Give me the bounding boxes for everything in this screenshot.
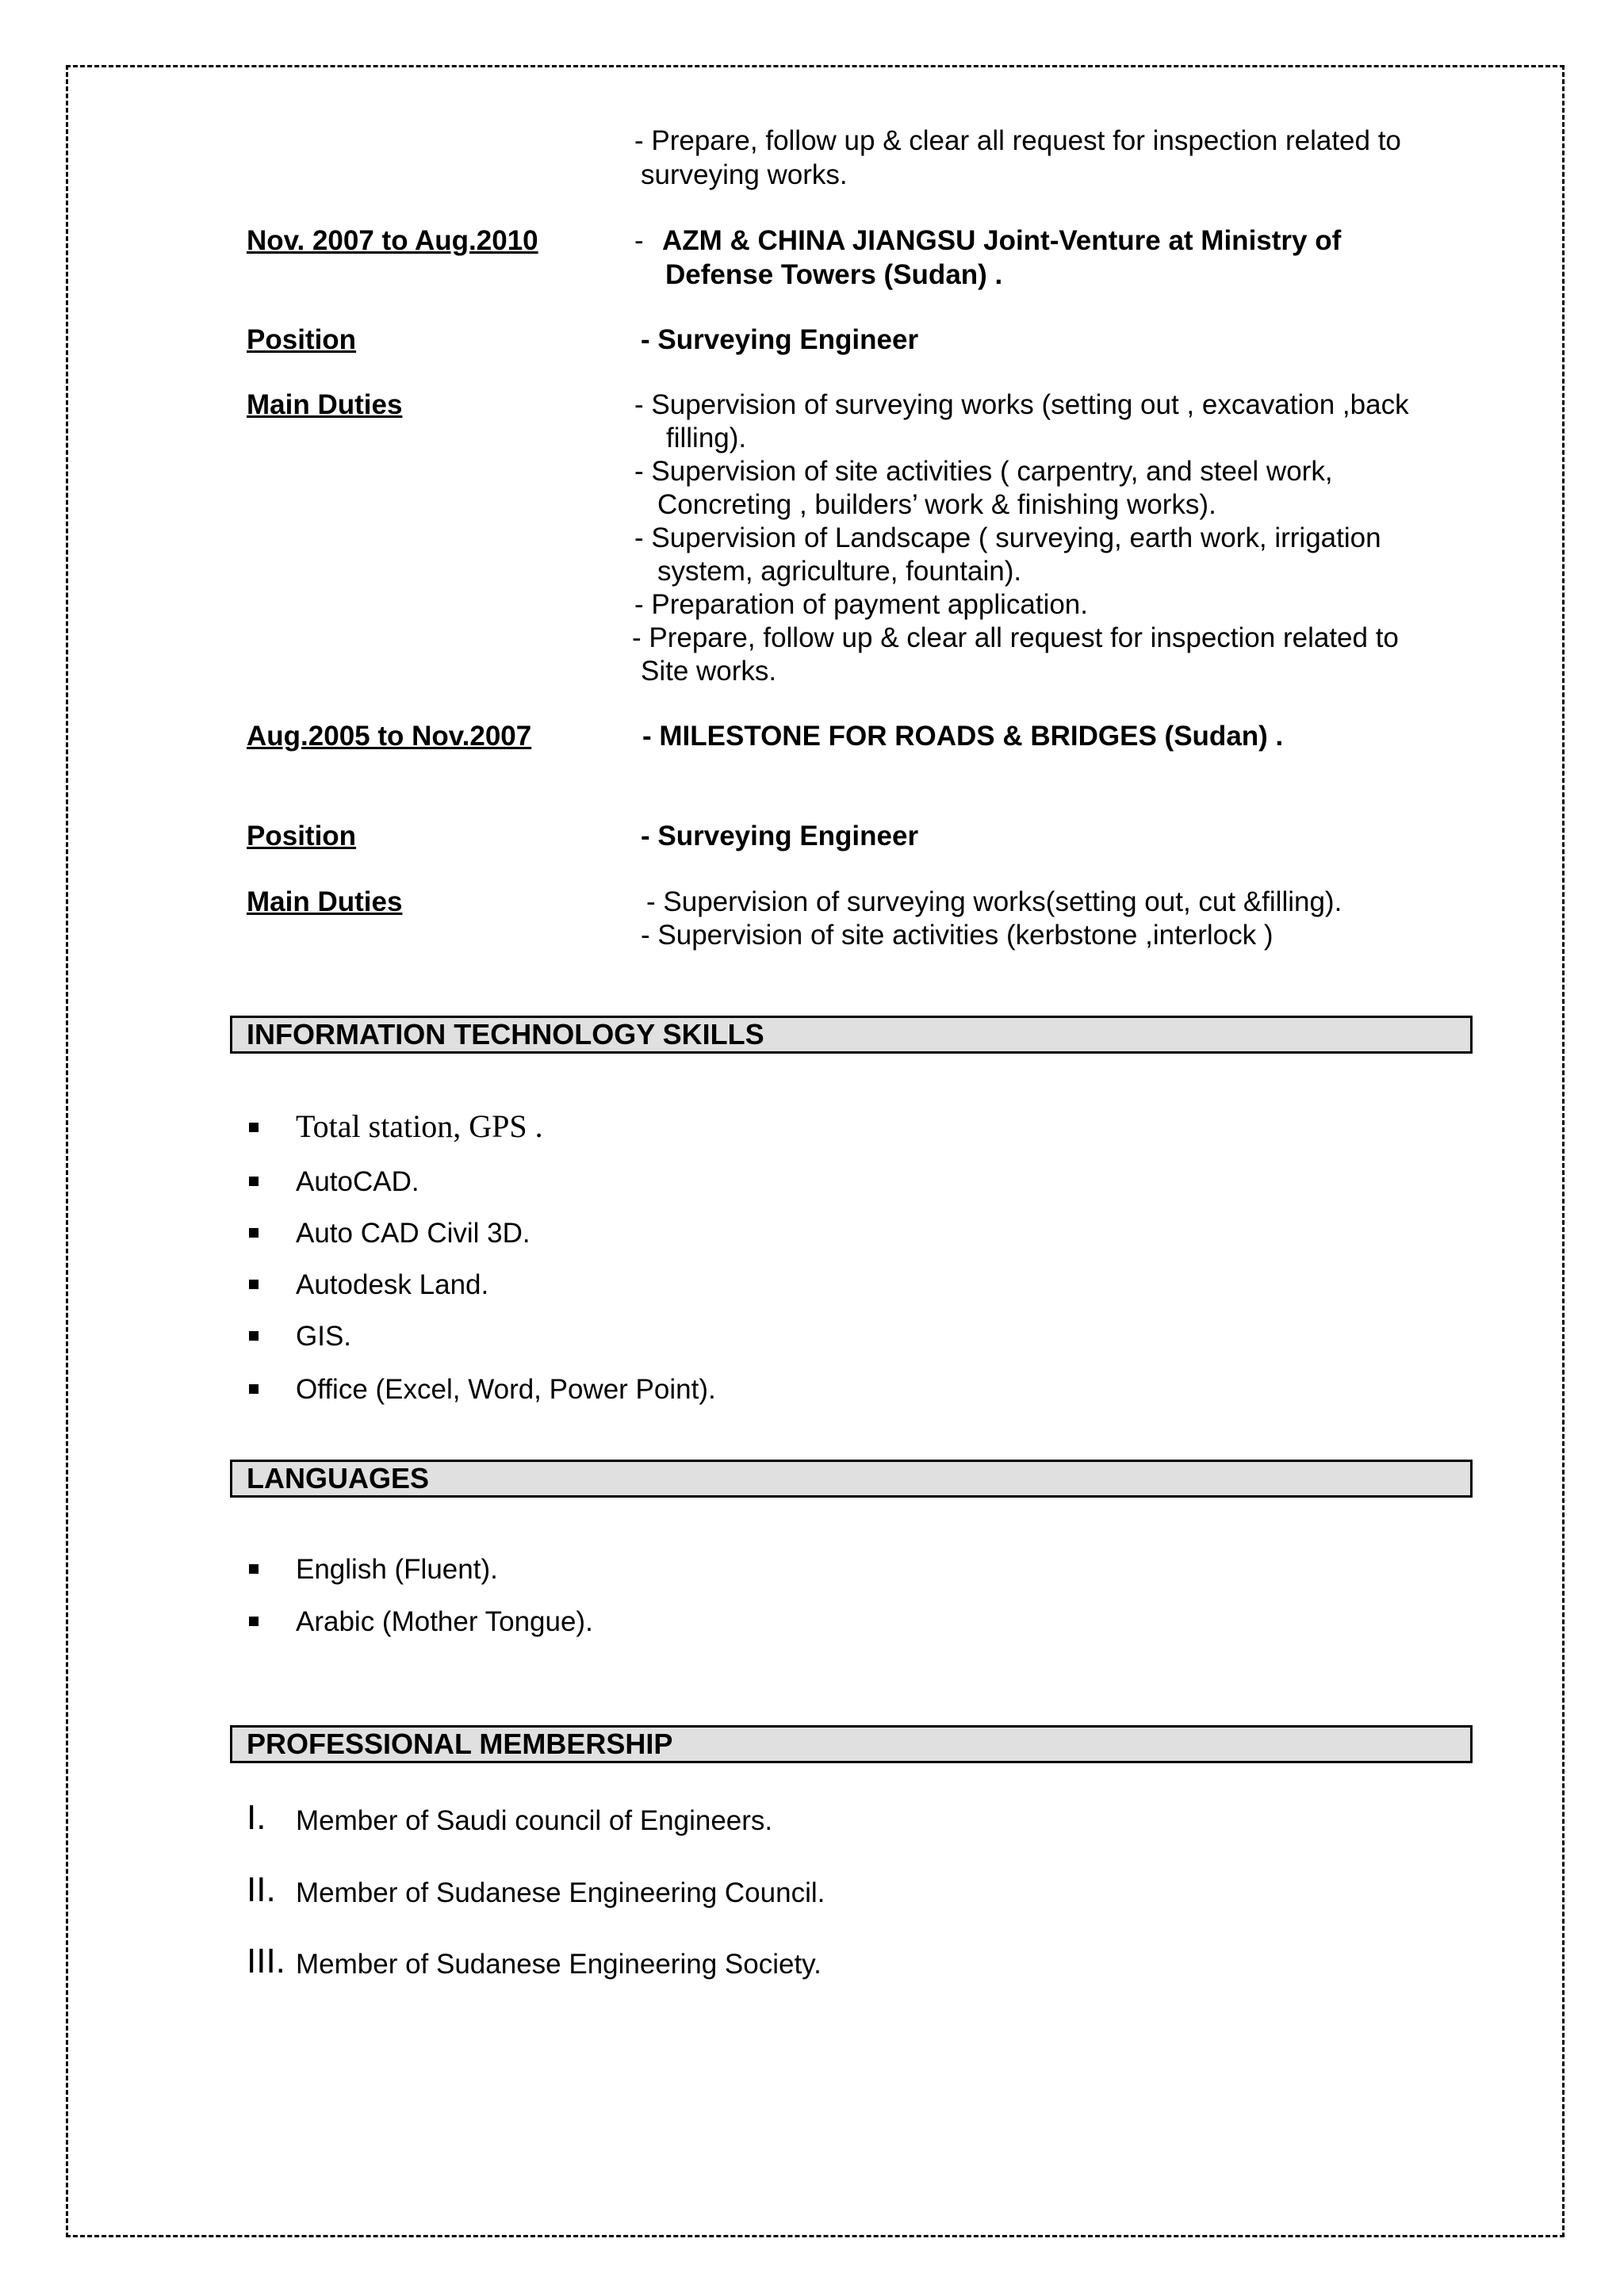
it-skill-item: Auto CAD Civil 3D. bbox=[296, 1218, 530, 1249]
job1-duty-line: Site works. bbox=[641, 656, 777, 687]
job2-duty-line: - Supervision of site activities (kerbstone ,interlock ) bbox=[641, 920, 1274, 951]
job1-position-label: Position bbox=[247, 324, 357, 355]
bullet-icon bbox=[249, 1617, 259, 1626]
intro-line: surveying works. bbox=[641, 159, 848, 190]
job2-position-label: Position bbox=[247, 821, 357, 851]
job2-position-value: - Surveying Engineer bbox=[641, 821, 919, 851]
bullet-icon bbox=[249, 1564, 259, 1574]
intro-line: - Prepare, follow up & clear all request for inspection related to bbox=[634, 125, 1401, 156]
job1-duty-line: - Supervision of site activities ( carpentry, and steel work, bbox=[634, 456, 1333, 487]
bullet-icon bbox=[249, 1384, 259, 1394]
job1-employer: Defense Towers (Sudan) . bbox=[665, 259, 1003, 290]
membership-numeral: III. bbox=[247, 1942, 285, 1980]
it-skill-item: Autodesk Land. bbox=[296, 1269, 489, 1300]
it-skill-item: Total station, GPS . bbox=[296, 1108, 543, 1144]
job2-duties-label: Main Duties bbox=[247, 886, 403, 917]
membership-heading-bar bbox=[230, 1725, 1473, 1763]
bullet-icon bbox=[249, 1123, 259, 1132]
bullet-icon bbox=[249, 1177, 259, 1186]
bullet-icon bbox=[249, 1228, 259, 1238]
job1-duty-line: system, agriculture, fountain). bbox=[657, 556, 1022, 587]
job1-period: Nov. 2007 to Aug.2010 bbox=[247, 225, 538, 256]
job1-duty-line: - Preparation of payment application. bbox=[634, 589, 1088, 620]
membership-item: Member of Sudanese Engineering Society. bbox=[296, 1949, 822, 1980]
membership-numeral: II. bbox=[247, 1870, 276, 1909]
job1-duty-line: - Supervision of surveying works (setting out , excavation ,back bbox=[634, 389, 1409, 420]
job2-duty-line: - Supervision of surveying works(setting out, cut &filling). bbox=[646, 886, 1342, 917]
job1-duties-label: Main Duties bbox=[247, 389, 403, 420]
membership-item: Member of Sudanese Engineering Council. bbox=[296, 1877, 825, 1908]
it-skills-heading-bar bbox=[230, 1016, 1473, 1054]
job1-dash: - bbox=[634, 225, 644, 256]
language-item: Arabic (Mother Tongue). bbox=[296, 1606, 593, 1637]
job1-duty-line: Concreting , builders’ work & finishing works). bbox=[657, 489, 1216, 520]
languages-heading: LANGUAGES bbox=[247, 1462, 430, 1494]
job1-duty-line: - Prepare, follow up & clear all request for inspection related to bbox=[632, 622, 1399, 653]
job1-employer: AZM & CHINA JIANGSU Joint-Venture at Ministry of bbox=[662, 225, 1342, 256]
bullet-icon bbox=[249, 1280, 259, 1289]
languages-heading-bar bbox=[230, 1460, 1473, 1498]
job2-employer: - MILESTONE FOR ROADS & BRIDGES (Sudan) . bbox=[642, 721, 1284, 752]
membership-numeral: I. bbox=[247, 1798, 266, 1837]
it-skill-item: AutoCAD. bbox=[296, 1166, 419, 1197]
it-skills-heading: INFORMATION TECHNOLOGY SKILLS bbox=[247, 1018, 764, 1050]
job1-duty-line: filling). bbox=[666, 423, 747, 453]
job1-duty-line: - Supervision of Landscape ( surveying, earth work, irrigation bbox=[634, 522, 1381, 553]
it-skill-item: GIS. bbox=[296, 1321, 352, 1352]
language-item: English (Fluent). bbox=[296, 1554, 498, 1585]
bullet-icon bbox=[249, 1331, 259, 1341]
membership-item: Member of Saudi council of Engineers. bbox=[296, 1805, 773, 1836]
job1-position-value: - Surveying Engineer bbox=[641, 324, 919, 355]
it-skill-item: Office (Excel, Word, Power Point). bbox=[296, 1374, 716, 1405]
membership-heading: PROFESSIONAL MEMBERSHIP bbox=[247, 1728, 673, 1760]
job2-period: Aug.2005 to Nov.2007 bbox=[247, 721, 532, 752]
